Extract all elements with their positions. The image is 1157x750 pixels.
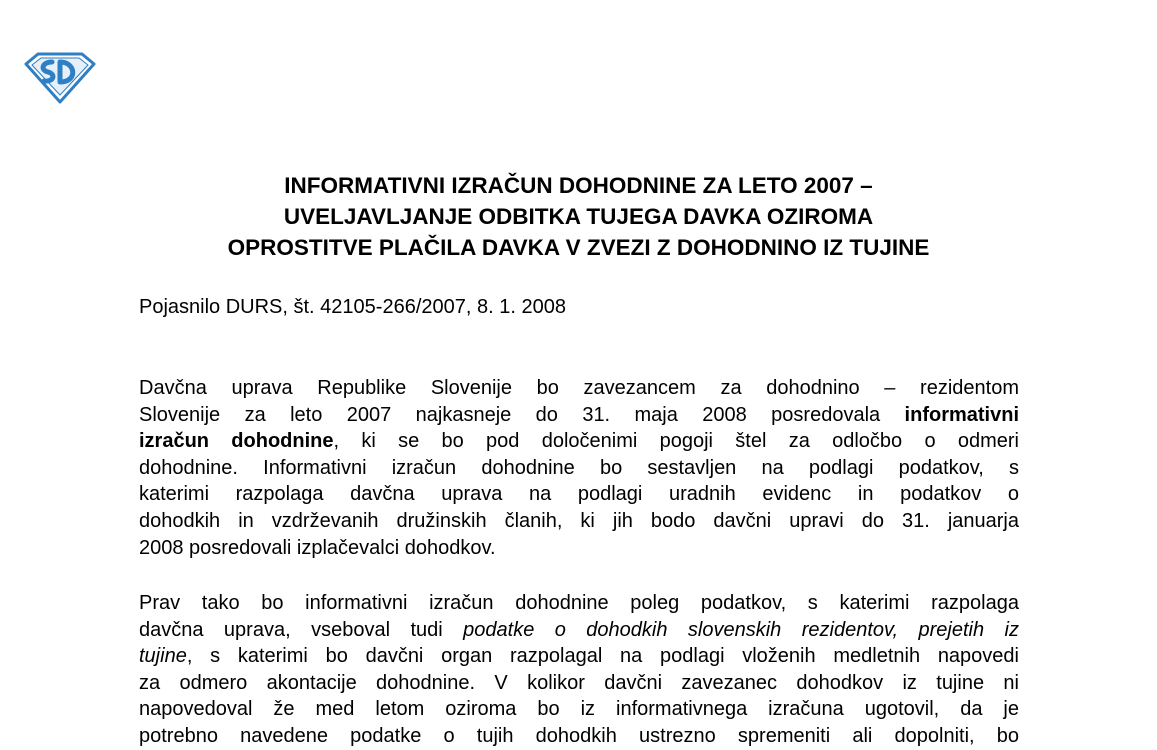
p1-line-1: Davčna uprava Republike Slovenije bo zavezancem za dohodnino – rezidentom bbox=[139, 377, 1019, 399]
p2-line-6: potrebno navedene podatke o tujih dohodkih ustrezno spremeniti ali dopolniti, bo bbox=[139, 724, 1019, 747]
paragraph-1 bbox=[139, 375, 1019, 561]
p2-line-2 bbox=[139, 617, 1019, 644]
document-title bbox=[0, 170, 1157, 263]
p1-line-2-text: Slovenije za leto 2007 najkasneje do 31. maja 2008 posredovala bbox=[139, 403, 905, 426]
title-line-3: OPROSTITVE PLAČILA DAVKA V ZVEZI Z DOHODNINO IZ TUJINE bbox=[227, 235, 930, 260]
p1-line-2 bbox=[139, 402, 1019, 429]
p1-line-5: katerimi razpolaga davčna uprava na podlagi uradnih evidenc in podatkov o bbox=[139, 483, 1019, 506]
p1-line-3 bbox=[139, 428, 1019, 455]
p2-line-3-text: , s katerimi bo davčni organ razpolagal na podlagi vloženih medletnih napovedi bbox=[186, 645, 1019, 668]
p2-line-1: Prav tako bo informativni izračun dohodnine poleg podatkov, s katerimi razpolaga bbox=[139, 592, 1019, 614]
tax-administration-logo-icon bbox=[22, 50, 96, 104]
p1-bold-izracun: izračun dohodnine bbox=[139, 430, 334, 453]
p1-line-6: dohodkih in vzdrževanih družinskih članih, ki jih bodo davčni upravi do 31. januarja bbox=[139, 509, 1019, 532]
p1-line-3-text: , ki se bo pod določenimi pogoji štel za odločbo o odmeri bbox=[333, 430, 1019, 453]
paragraph-2 bbox=[139, 590, 1019, 750]
p2-line-5: napovedoval že med letom oziroma bo iz informativnega izračuna ugotovil, da je bbox=[139, 698, 1019, 721]
p2-italic-tujine: tujine bbox=[139, 645, 187, 668]
p2-italic-podatke: podatke o dohodkih slovenskih rezidentov, prejetih iz bbox=[463, 618, 1020, 641]
p2-line-2-text: davčna uprava, vseboval tudi bbox=[139, 618, 464, 641]
p2-line-3 bbox=[139, 643, 1019, 670]
p1-bold-informativni: informativni bbox=[904, 403, 1019, 426]
p1-line-7: 2008 posredovali izplačevalci dohodkov. bbox=[139, 536, 496, 559]
reference-line: Pojasnilo DURS, št. 42105-266/2007, 8. 1. 2008 bbox=[139, 296, 566, 318]
title-line-1: INFORMATIVNI IZRAČUN DOHODNINE ZA LETO 2007 – bbox=[284, 173, 873, 198]
p1-line-4: dohodnine. Informativni izračun dohodnine bo sestavljen na podlagi podatkov, s bbox=[139, 456, 1019, 479]
p2-line-4: za odmero akontacije dohodnine. V kolikor davčni zavezanec dohodkov iz tujine ni bbox=[139, 671, 1019, 694]
title-line-2: UVELJAVLJANJE ODBITKA TUJEGA DAVKA OZIROMA bbox=[283, 204, 874, 229]
